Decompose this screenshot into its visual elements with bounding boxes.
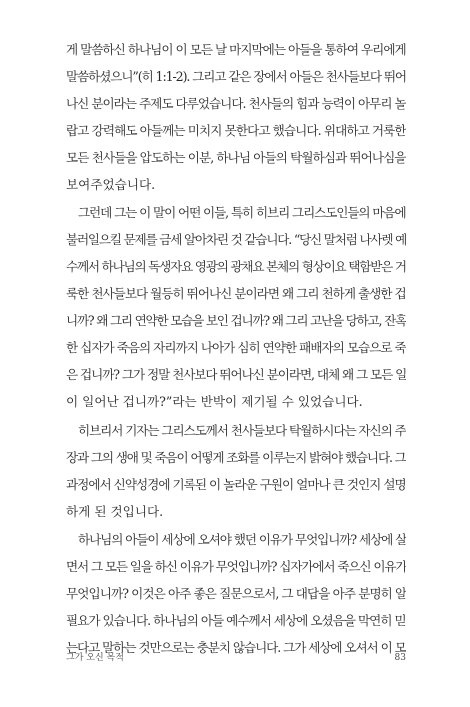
body-line: 무엇입니까? 이것은 아주 좋은 질문으로서, 그 대답을 아주 분명히 알 — [66, 586, 406, 601]
paragraph-start-line: 그런데 그는 이 말이 어떤 이들, 특히 히브리 그리스도인들의 마음에 — [78, 205, 406, 220]
body-line: 불러일으킬 문제를 금세 알아차린 것 같습니다. “당신 말처럼 나사렛 예 — [66, 232, 406, 247]
body-line: 장과 그의 생애 및 죽음이 어떻게 조화를 이루는지 밝혀야 했습니다. 그 — [66, 450, 406, 465]
body-line: 룩한 천사들보다 월등히 뛰어나신 분이라면 왜 그리 천하게 출생한 겁 — [66, 286, 406, 301]
body-line: 하게 된 것입니다. — [66, 504, 164, 519]
body-line: 한 십자가 죽음의 자리까지 나아가 심히 연약한 패배자의 모습으로 죽 — [66, 340, 406, 355]
body-line: 은 겁니까? 그가 정말 천사보다 뛰어나신 분이라면, 대체 왜 그 모든 일 — [66, 367, 406, 382]
body-line: 수께서 하나님의 독생자요 영광의 광채요 본체의 형상이요 택함받은 거 — [66, 259, 406, 274]
body-line: 말씀하셨으니”(히 1:1-2). 그리고 같은 장에서 아들은 천사들보다 뛰어 — [66, 69, 406, 84]
body-line: 면서 그 모든 일을 하신 이유가 무엇입니까? 십자가에서 죽으신 이유가 — [66, 559, 406, 574]
body-line: 이 일어난 겁니까?”라는 반박이 제기될 수 있었습니다. — [66, 394, 363, 409]
body-line: 과정에서 신약성경에 기록된 이 놀라운 구원이 얼마나 큰 것인지 설명 — [66, 477, 406, 492]
body-line: 모든 천사들을 압도하는 이분, 하나님 아들의 탁월하심과 뛰어나심을 — [66, 150, 406, 165]
body-line: 필요가 있습니다. 하나님의 아들 예수께서 세상에 오셨음을 막연히 믿 — [66, 613, 406, 628]
body-line: 는다고 말하는 것만으로는 충분치 않습니다. 그가 세상에 오셔서 이 모 — [66, 640, 406, 655]
body-line: 보여주었습니다. — [66, 177, 156, 192]
paragraph-start-line: 히브리서 기자는 그리스도께서 천사들보다 탁월하시다는 자신의 주 — [78, 423, 406, 438]
body-line: 나신 분이라는 주제도 다루었습니다. 천사들의 힘과 능력이 아무리 놀 — [66, 96, 406, 111]
page-number: 83 — [394, 653, 406, 663]
body-line: 게 말씀하신 하나님이 이 모든 날 마지막에는 아들을 통하여 우리에게 — [66, 42, 406, 57]
body-line: 니까? 왜 그리 연약한 모습을 보인 겁니까? 왜 그리 고난을 당하고, 잔혹 — [66, 313, 406, 328]
running-title: 그가 오신 목적 — [66, 653, 124, 663]
body-line: 랍고 강력해도 아들께는 미치지 못한다고 했습니다. 위대하고 거룩한 — [66, 123, 406, 138]
paragraph-start-line: 하나님의 아들이 세상에 오셔야 했던 이유가 무엇입니까? 세상에 살 — [78, 532, 406, 547]
